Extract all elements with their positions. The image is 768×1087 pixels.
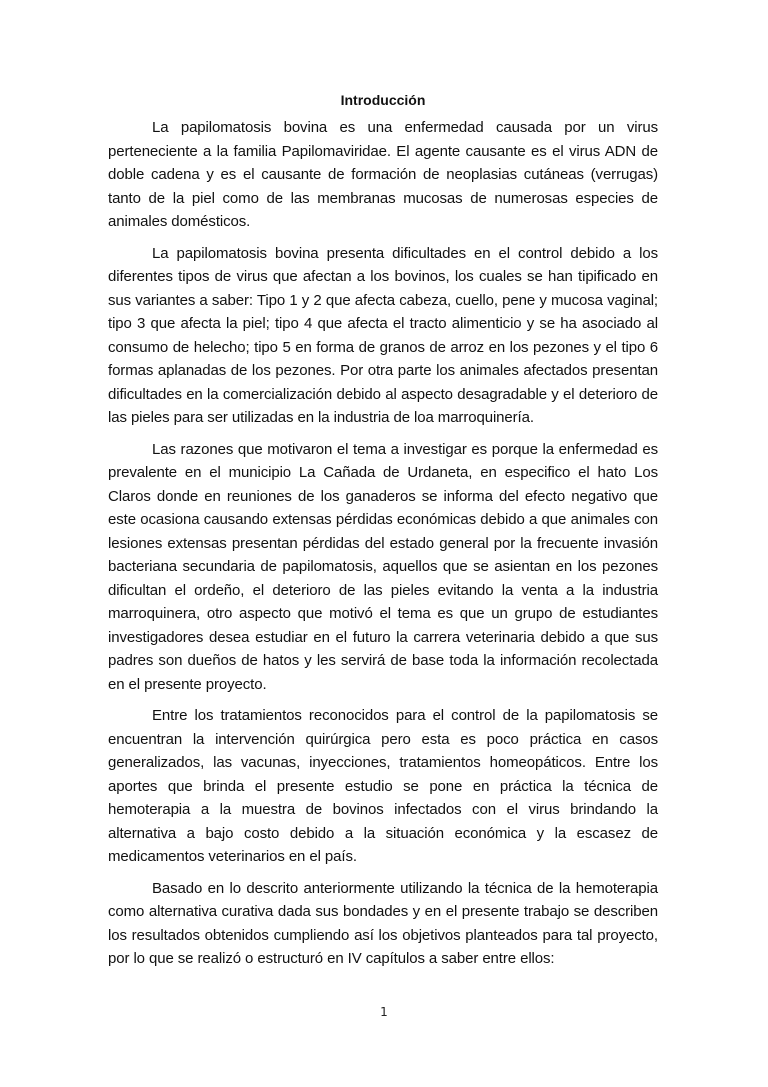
paragraph-4: Entre los tratamientos reconocidos para el control de la papilomatosis se encuentran la intervención quirúrgica pero esta es poco práctica en casos generalizados, las vacunas, inyecciones, tratamientos homeopáticos. Entre los aportes que brinda el presente estudio se pone en práctica la técnica de hemoterapia a la muestra de bovinos infectados con el virus brindando la alternativa a bajo costo debido a la situación económica y la escasez de medicamentos veterinarios en el país.	[108, 707, 658, 865]
paragraph-2: La papilomatosis bovina presenta dificultades en el control debido a los diferentes tipos de virus que afectan a los bovinos, los cuales se han tipificado en sus variantes a saber: Tipo 1 y 2 que afecta cabeza, cuello, pene y mucosa vaginal; tipo 3 que afecta la piel; tipo 4 que afecta el tracto alimenticio y se ha asociado al consumo de helecho; tipo 5 en forma de granos de arroz en los pezones y el tipo 6 formas aplanadas de los pezones. Por otra parte los animales afectados presentan dificultades en la comercialización debido al aspecto desagradable y el deterioro de las pieles para ser utilizadas en la industria de loa marroquinería.	[108, 244, 658, 426]
document-body	[108, 88, 658, 979]
page-number: 1	[380, 1005, 388, 1019]
paragraph-1: La papilomatosis bovina es una enfermedad causada por un virus perteneciente a la familia Papilomaviridae. El agente causante es el virus ADN de doble cadena y es el causante de formación de neoplasias cutáneas (verrugas) tanto de la piel como de las membranas mucosas de numerosas especies de animales domésticos.	[108, 119, 658, 230]
paragraph-3: Las razones que motivaron el tema a investigar es porque la enfermedad es prevalente en el municipio La Cañada de Urdaneta, en especifico el hato Los Claros donde en reuniones de los ganaderos se informa del efecto negativo que este ocasiona causando extensas pérdidas económicas debido a que animales con lesiones extensas presentan pérdidas del estado general por la frecuente invasión bacteriana secundaria de papilomatosis, aquellos que se asientan en los pezones dificultan el ordeño, el deterioro de las pieles evitando la venta a la industria marroquinera, otro aspecto que motivó el tema es que un grupo de estudiantes investigadores desea estudiar en el futuro la carrera veterinaria debido a que sus padres son dueños de hatos y les servirá de base toda la información recolectada en el presente proyecto.	[108, 440, 658, 693]
paragraph-5: Basado en lo descrito anteriormente utilizando la técnica de la hemoterapia como alternativa curativa dada sus bondades y en el presente trabajo se describen los resultados obtenidos cumpliendo así los objetivos planteados para tal proyecto, por lo que se realizó o estructuró en IV capítulos a saber entre ellos:	[108, 879, 658, 967]
page-title: Introducción	[340, 92, 426, 108]
